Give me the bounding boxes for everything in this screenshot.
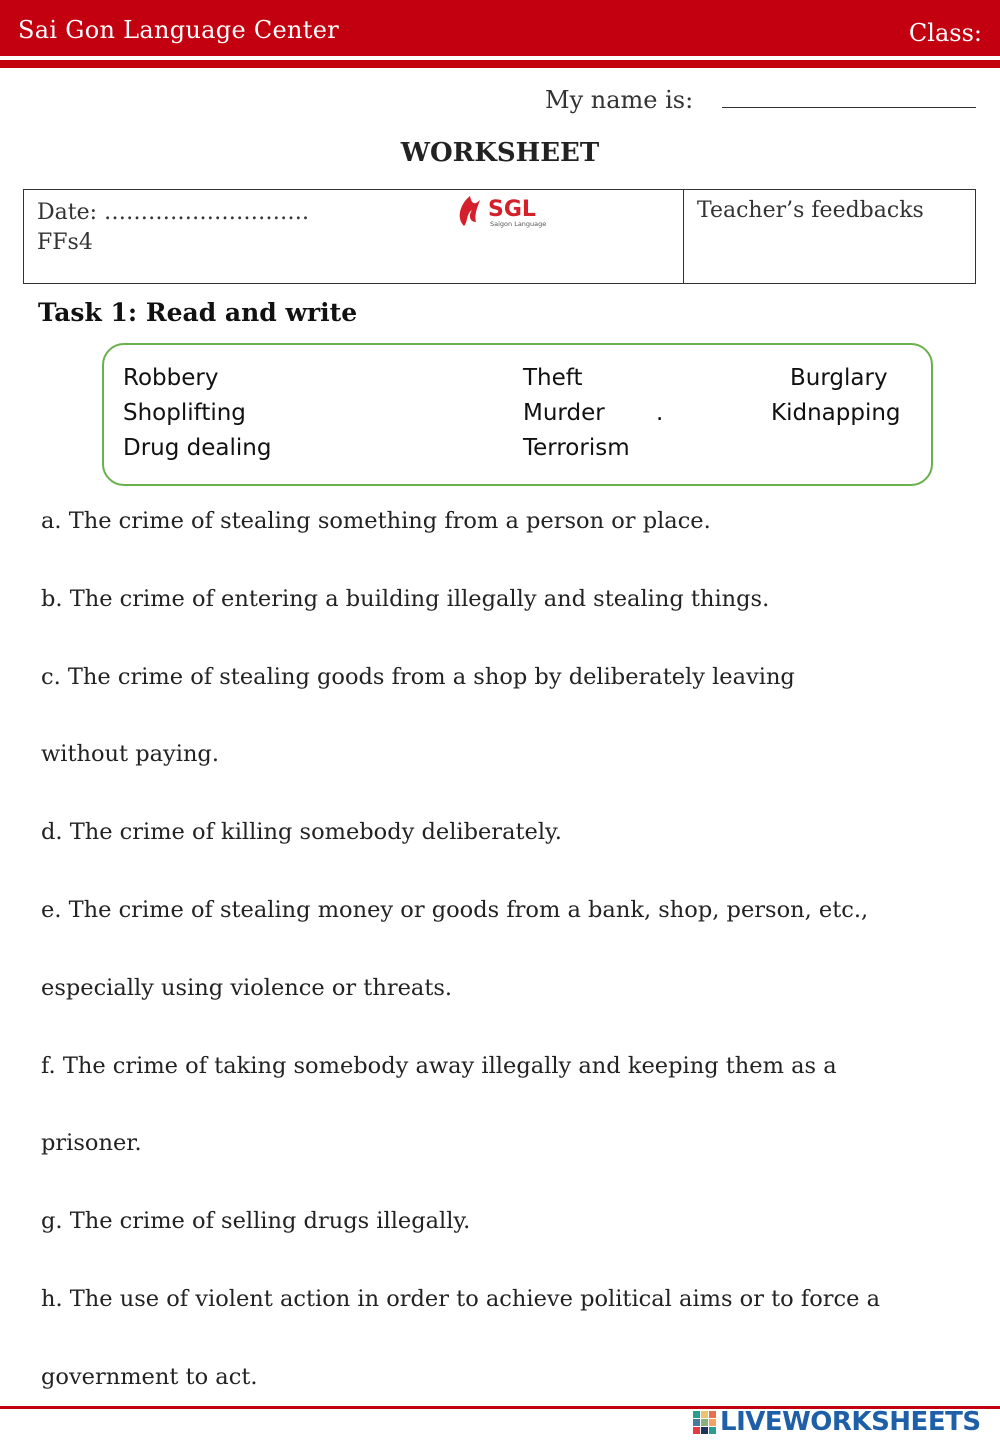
word-burglary: Burglary — [790, 365, 888, 391]
word-terrorism: Terrorism — [523, 435, 630, 461]
header-divider — [0, 60, 1000, 68]
question-h: h. The use of violent action in order to achieve political aims or to force a — [41, 1286, 880, 1312]
question-a: a. The crime of stealing something from a person or place. — [41, 508, 711, 534]
question-c: c. The crime of stealing goods from a shop by deliberately leaving — [41, 664, 795, 690]
question-c-cont: without paying. — [41, 741, 219, 767]
question-g: g. The crime of selling drugs illegally. — [41, 1208, 471, 1234]
word-drug-dealing: Drug dealing — [123, 435, 272, 461]
sgl-logo — [454, 192, 564, 232]
question-f-cont: prisoner. — [41, 1130, 142, 1156]
question-h-cont: government to act. — [41, 1364, 258, 1390]
liveworksheets-icon — [692, 1407, 718, 1437]
word-murder: Murder — [523, 400, 605, 426]
word-robbery: Robbery — [123, 365, 219, 391]
liveworksheets-logo: LIVEWORKSHEETS — [720, 1407, 981, 1437]
table-divider — [683, 190, 684, 283]
worksheet-code: FFs4 — [37, 230, 93, 255]
word-theft: Theft — [523, 365, 583, 391]
center-name: Sai Gon Language Center — [18, 16, 340, 44]
date-field[interactable]: Date: ………………………. — [37, 200, 310, 225]
svg-text:SGL: SGL — [488, 197, 536, 222]
question-b: b. The crime of entering a building illegally and stealing things. — [41, 586, 770, 612]
question-e-cont: especially using violence or threats. — [41, 975, 453, 1001]
name-label: My name is: — [545, 86, 694, 114]
class-label: Class: — [908, 19, 982, 47]
question-f: f. The crime of taking somebody away illegally and keeping them as a — [41, 1053, 837, 1079]
name-field[interactable] — [722, 107, 976, 108]
word-shoplifting: Shoplifting — [123, 400, 246, 426]
svg-text:Saigon Language: Saigon Language — [490, 220, 547, 228]
info-table — [23, 189, 976, 284]
word-dot: . — [656, 400, 664, 426]
teacher-feedback-label: Teacher’s feedbacks — [697, 198, 924, 223]
page-title: WORKSHEET — [400, 138, 600, 168]
question-e: e. The crime of stealing money or goods from a bank, shop, person, etc., — [41, 897, 869, 923]
task1-title: Task 1: Read and write — [38, 298, 358, 327]
question-d: d. The crime of killing somebody deliberately. — [41, 819, 562, 845]
word-bank — [102, 343, 933, 486]
word-kidnapping: Kidnapping — [771, 400, 901, 426]
